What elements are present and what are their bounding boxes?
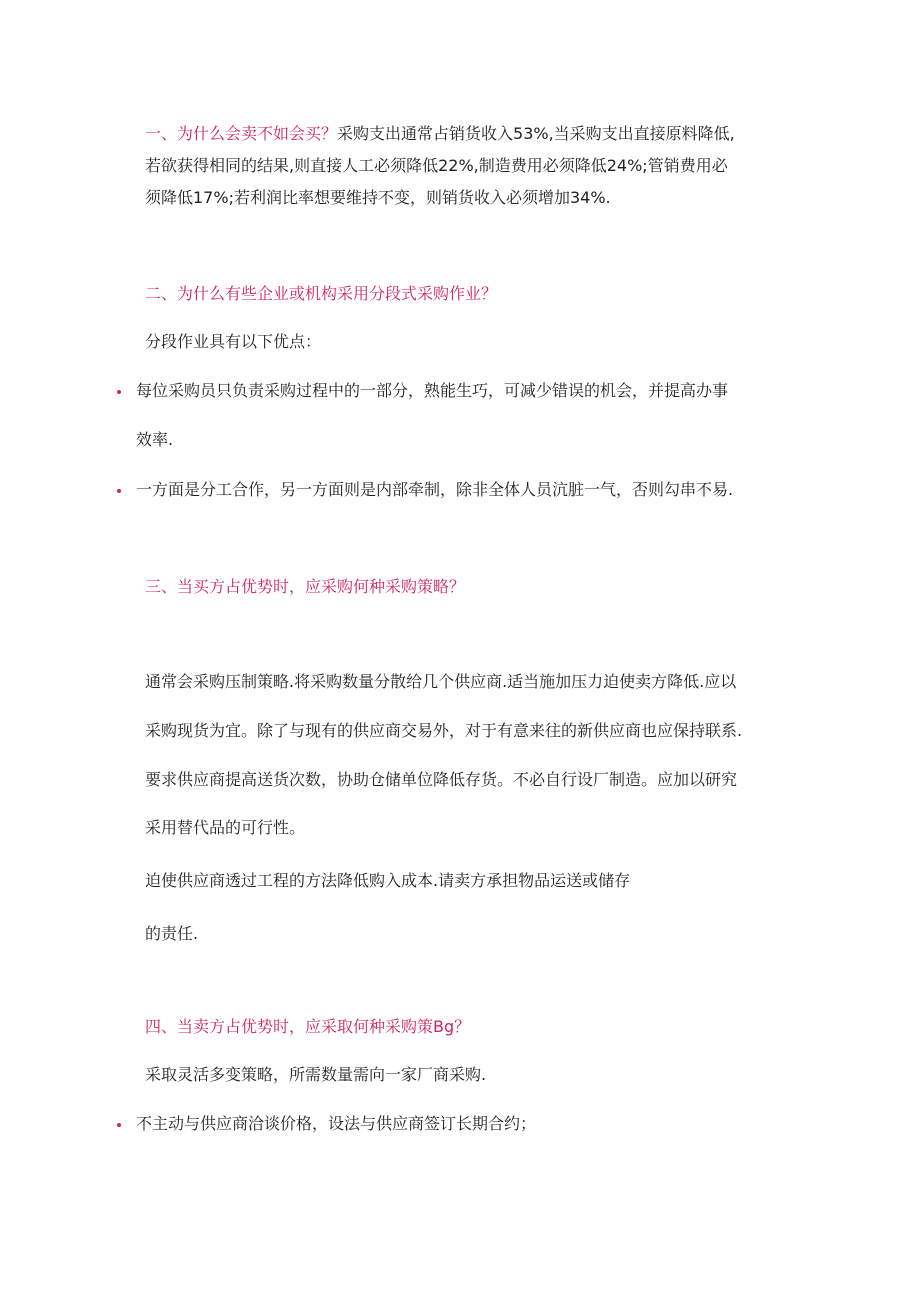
section4-bullet1: 不主动与供应商洽谈价格，设法与供应商签订长期合约； [136, 1114, 537, 1133]
section1-line3: 须降低17%;若利润比率想要维持不变，则销货收入必须增加34%. [145, 188, 611, 207]
section3-para-line4: 采用替代品的可行性。 [145, 818, 306, 837]
section3-para-line3: 要求供应商提高送货次数，协助仓储单位降低存货。不必自行设厂制造。应加以研究 [145, 770, 738, 789]
section3-para-line2: 采购现货为宜。除了与现有的供应商交易外，对于有意来往的新供应商也应保持联系. [145, 721, 743, 740]
section1-heading: 一、为什么会卖不如会买？ [145, 124, 338, 143]
section3-para-line1: 通常会采购压制策略.将采购数量分散给几个供应商.适当施加压力迫使卖方降低.应以 [145, 672, 737, 691]
section3-heading: 三、当买方占优势时，应采购何种采购策略？ [145, 577, 466, 596]
section4-heading: 四、当卖方占优势时，应采取何种采购策Bg？ [145, 1017, 471, 1036]
section1-line2: 若欲获得相同的结果,则直接人工必须降低22%,制造费用必须降低24%;管销费用必 [145, 156, 728, 175]
section2-bullet1-line1: 每位采购员只负责采购过程中的一部分，熟能生巧，可减少错误的机会，并提高办事 [136, 381, 729, 400]
section4-intro: 采取灵活多变策略，所需数量需向一家厂商采购. [145, 1065, 487, 1084]
section1-line1 [145, 124, 735, 144]
section2-heading: 二、为什么有些企业或机构采用分段式采购作业？ [145, 284, 498, 303]
bullet-dot [117, 489, 121, 493]
section3-para-line5: 迫使供应商透过工程的方法降低购入成本.请卖方承担物品运送或储存 [145, 871, 631, 890]
section3-para-line6: 的责任. [145, 924, 199, 943]
section2-bullet2: 一方面是分工合作，另一方面则是内部牵制，除非全体人员沆脏一气，否则勾串不易. [136, 480, 734, 499]
bullet-dot [117, 390, 121, 394]
section2-bullet1-line2: 效率. [136, 430, 174, 449]
section1-line1-text: 采购支出通常占销货收入53%,当采购支出直接原料降低, [337, 124, 735, 143]
section2-intro: 分段作业具有以下优点： [145, 332, 322, 351]
bullet-dot [117, 1123, 121, 1127]
